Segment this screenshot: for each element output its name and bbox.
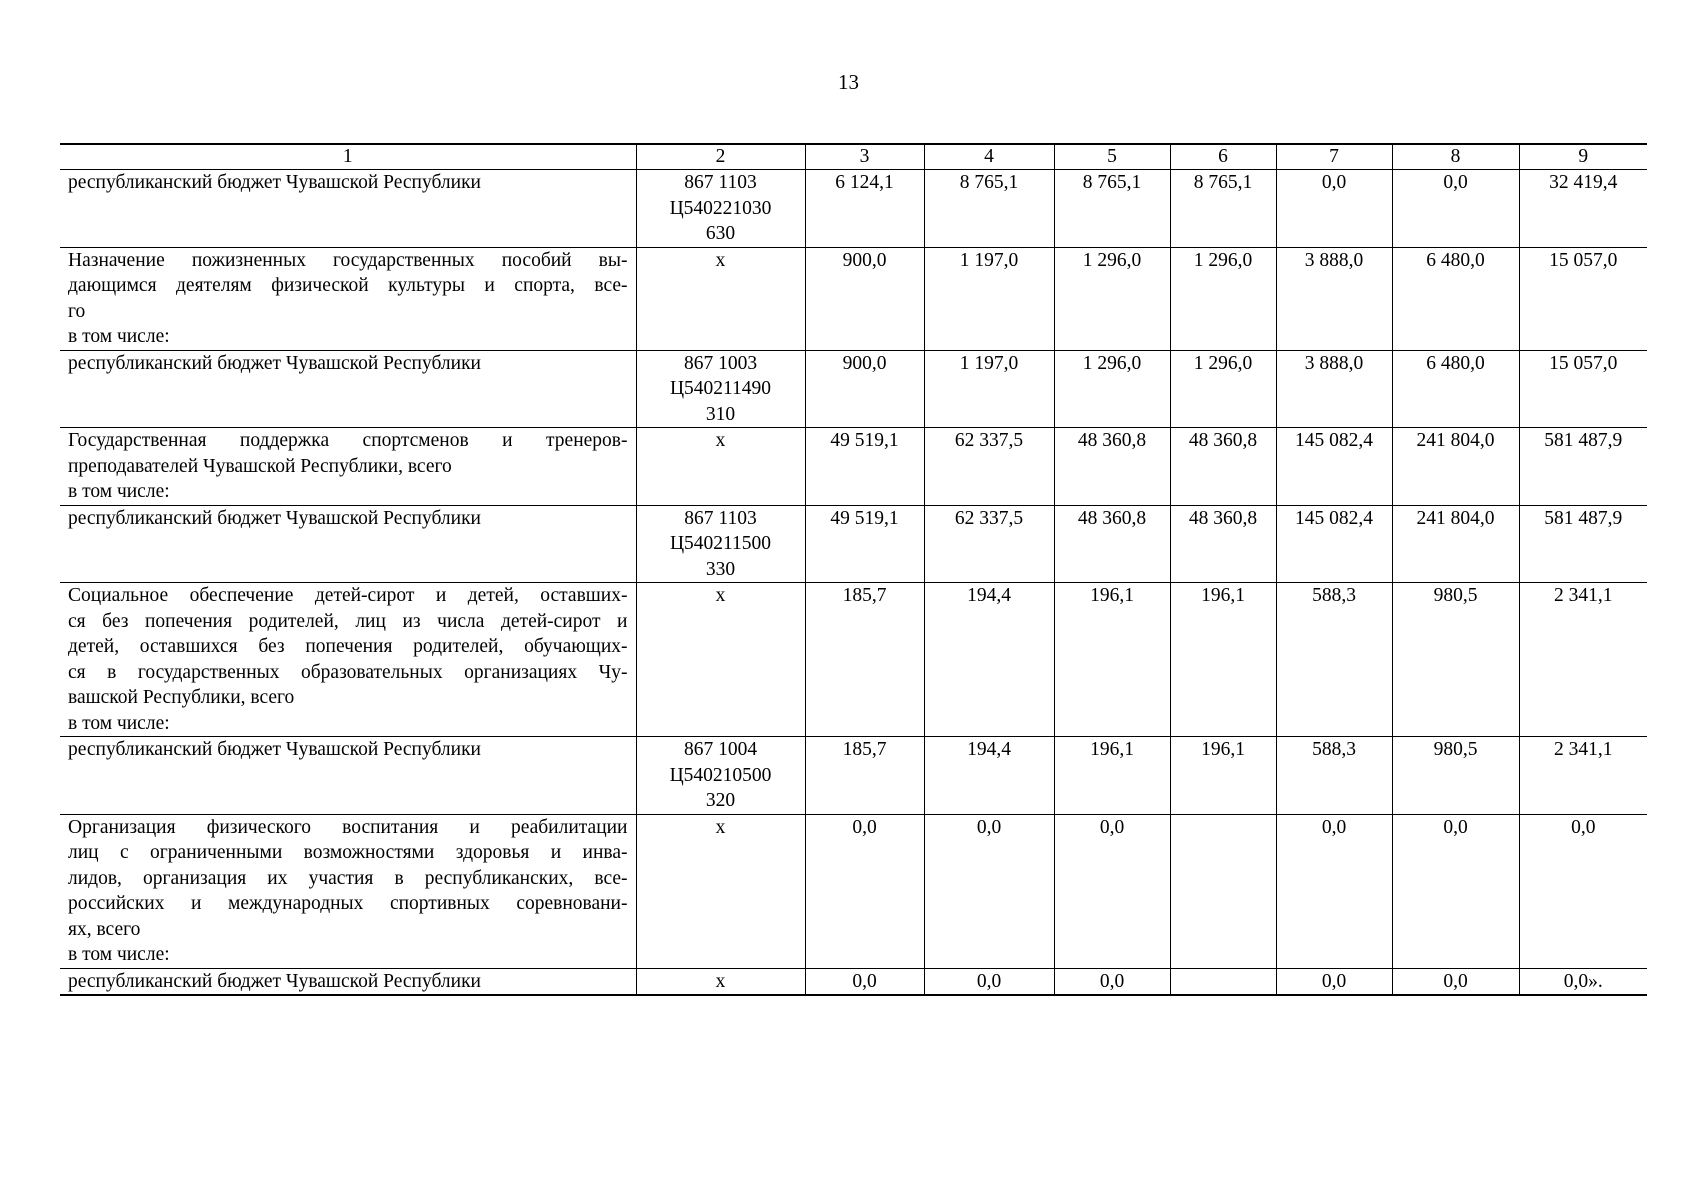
value-cell: 194,4 [924, 583, 1054, 737]
row-name-line: республиканский бюджет Чувашской Республики [68, 352, 481, 374]
row-name-line: республиканский бюджет Чувашской Республики [68, 507, 481, 529]
value-cell: 0,0 [1392, 814, 1519, 968]
value-cell: 2 341,1 [1519, 737, 1647, 815]
table-row [60, 968, 1647, 995]
budget-code-line: 630 [705, 223, 736, 244]
table-header-row [60, 144, 1647, 170]
value-cell: 15 057,0 [1519, 247, 1647, 350]
value-cell: 8 765,1 [1170, 170, 1276, 248]
value-cell: 185,7 [805, 737, 924, 815]
value-cell: 0,0 [1519, 814, 1647, 968]
value-cell: 900,0 [805, 247, 924, 350]
budget-code-line: Ц540211490 [669, 378, 772, 399]
budget-code-line: 330 [705, 558, 736, 580]
row-name-line: го [68, 300, 86, 322]
budget-code-line: х [715, 430, 726, 451]
row-name-line: республиканский бюджет Чувашской Республики [68, 739, 481, 760]
column-number: 4 [924, 144, 1054, 170]
value-cell: 0,0 [1054, 968, 1170, 995]
column-number: 7 [1276, 144, 1392, 170]
value-cell: 62 337,5 [924, 505, 1054, 583]
column-number: 8 [1392, 144, 1519, 170]
value-cell: 15 057,0 [1519, 350, 1647, 428]
value-cell [1170, 968, 1276, 995]
table-row [60, 170, 1647, 248]
budget-table [60, 143, 1647, 996]
value-cell: 0,0 [924, 814, 1054, 968]
column-number: 1 [60, 144, 636, 170]
value-cell: 581 487,9 [1519, 505, 1647, 583]
row-name-line: Социальное обеспечение детей-сирот и детей, оставших- [68, 585, 628, 606]
value-cell: 900,0 [805, 350, 924, 428]
row-name-cell [60, 350, 636, 428]
value-cell: 6 480,0 [1392, 350, 1519, 428]
column-number: 5 [1054, 144, 1170, 170]
column-number: 3 [805, 144, 924, 170]
row-name-line: республиканский бюджет Чувашской Республики [68, 172, 481, 193]
row-name-line: лидов, организация их участия в республиканских, все- [68, 867, 628, 889]
row-name-line: российских и международных спортивных соревновани- [68, 893, 628, 914]
budget-code-line: Ц540210500 [669, 764, 772, 786]
row-name-line: вашской Республики, всего [68, 687, 295, 708]
value-cell: 588,3 [1276, 583, 1392, 737]
value-cell: 6 124,1 [805, 170, 924, 248]
column-number: 2 [636, 144, 805, 170]
table-row [60, 583, 1647, 737]
value-cell: 62 337,5 [924, 428, 1054, 506]
value-cell: 48 360,8 [1170, 428, 1276, 506]
value-cell: 145 082,4 [1276, 505, 1392, 583]
value-cell: 48 360,8 [1054, 428, 1170, 506]
value-cell: 1 197,0 [924, 247, 1054, 350]
value-cell: 588,3 [1276, 737, 1392, 815]
value-cell: 8 765,1 [1054, 170, 1170, 248]
value-cell: 48 360,8 [1170, 505, 1276, 583]
budget-code-cell [636, 505, 805, 583]
row-name-line: ся без попечения родителей, лиц из числа детей-сирот и [68, 610, 628, 632]
value-cell: 6 480,0 [1392, 247, 1519, 350]
row-name-cell [60, 737, 636, 815]
value-cell: 3 888,0 [1276, 247, 1392, 350]
row-name-line: ся в государственных образовательных организациях Чу- [68, 661, 628, 683]
row-name-line: в том числе: [68, 712, 170, 734]
value-cell: 1 296,0 [1170, 350, 1276, 428]
budget-code-line: 867 1103 [684, 507, 757, 529]
budget-code-cell [636, 814, 805, 968]
value-cell: 0,0 [805, 968, 924, 995]
budget-code-cell [636, 428, 805, 506]
value-cell: 980,5 [1392, 583, 1519, 737]
budget-code-line: Ц540221030 [669, 197, 772, 219]
table-row [60, 505, 1647, 583]
row-name-cell [60, 247, 636, 350]
value-cell: 0,0 [1392, 170, 1519, 248]
value-cell: 1 197,0 [924, 350, 1054, 428]
column-number: 6 [1170, 144, 1276, 170]
budget-code-cell [636, 737, 805, 815]
value-cell: 0,0 [1054, 814, 1170, 968]
value-cell [1170, 814, 1276, 968]
row-name-line: дающимся деятелям физической культуры и спорта, все- [68, 275, 628, 296]
budget-code-cell [636, 583, 805, 737]
row-name-line: лиц с ограниченными возможностями здоровья и инва- [68, 842, 628, 863]
budget-code-line: Ц540211500 [669, 533, 772, 554]
table-row [60, 737, 1647, 815]
row-name-line: в том числе: [68, 326, 170, 347]
value-cell: 196,1 [1170, 737, 1276, 815]
value-cell: 0,0». [1519, 968, 1647, 995]
value-cell: 49 519,1 [805, 428, 924, 506]
row-name-cell [60, 428, 636, 506]
budget-code-line: 867 1103 [684, 172, 757, 193]
table-row [60, 428, 1647, 506]
value-cell: 241 804,0 [1392, 505, 1519, 583]
table-row [60, 350, 1647, 428]
value-cell: 0,0 [1392, 968, 1519, 995]
value-cell: 49 519,1 [805, 505, 924, 583]
value-cell: 196,1 [1170, 583, 1276, 737]
row-name-line: ях, всего [68, 918, 141, 940]
value-cell: 2 341,1 [1519, 583, 1647, 737]
value-cell: 0,0 [924, 968, 1054, 995]
value-cell: 194,4 [924, 737, 1054, 815]
value-cell: 145 082,4 [1276, 428, 1392, 506]
budget-code-line: х [715, 249, 726, 271]
row-name-line: в том числе: [68, 481, 170, 502]
budget-code-line: 867 1004 [683, 739, 758, 760]
value-cell: 48 360,8 [1054, 505, 1170, 583]
value-cell: 0,0 [1276, 814, 1392, 968]
budget-code-line: 320 [705, 790, 736, 811]
budget-code-cell [636, 170, 805, 248]
value-cell: 3 888,0 [1276, 350, 1392, 428]
value-cell: 32 419,4 [1519, 170, 1647, 248]
row-name-line: Организация физического воспитания и реабилитации [68, 816, 628, 838]
value-cell: 185,7 [805, 583, 924, 737]
value-cell: 0,0 [1276, 170, 1392, 248]
budget-code-cell [636, 968, 805, 995]
page-number: 13 [838, 70, 859, 94]
value-cell: 241 804,0 [1392, 428, 1519, 506]
budget-code-line: х [715, 585, 726, 606]
value-cell: 581 487,9 [1519, 428, 1647, 506]
budget-code-line: 867 1003 [683, 352, 758, 374]
row-name-line: в том числе: [68, 944, 170, 965]
value-cell: 0,0 [1276, 968, 1392, 995]
budget-code-line: 310 [705, 403, 736, 425]
value-cell: 0,0 [805, 814, 924, 968]
row-name-cell [60, 814, 636, 968]
row-name-line: Государственная поддержка спортсменов и тренеров- [68, 430, 628, 451]
budget-code-cell [636, 350, 805, 428]
value-cell: 196,1 [1054, 583, 1170, 737]
value-cell: 1 296,0 [1170, 247, 1276, 350]
value-cell: 1 296,0 [1054, 247, 1170, 350]
row-name-line: преподавателей Чувашской Республики, всего [68, 455, 452, 477]
row-name-cell [60, 583, 636, 737]
column-number: 9 [1519, 144, 1647, 170]
row-name-cell [60, 968, 636, 995]
value-cell: 980,5 [1392, 737, 1519, 815]
row-name-line: Назначение пожизненных государственных пособий вы- [68, 249, 628, 271]
row-name-line: детей, оставшихся без попечения родителей, обучающих- [68, 636, 628, 657]
row-name-line: республиканский бюджет Чувашской Республики [68, 970, 481, 992]
value-cell: 8 765,1 [924, 170, 1054, 248]
table-row [60, 814, 1647, 968]
budget-code-cell [636, 247, 805, 350]
budget-code-line: х [715, 970, 726, 992]
table-row [60, 247, 1647, 350]
value-cell: 1 296,0 [1054, 350, 1170, 428]
value-cell: 196,1 [1054, 737, 1170, 815]
row-name-cell [60, 170, 636, 248]
budget-code-line: х [715, 816, 726, 838]
row-name-cell [60, 505, 636, 583]
